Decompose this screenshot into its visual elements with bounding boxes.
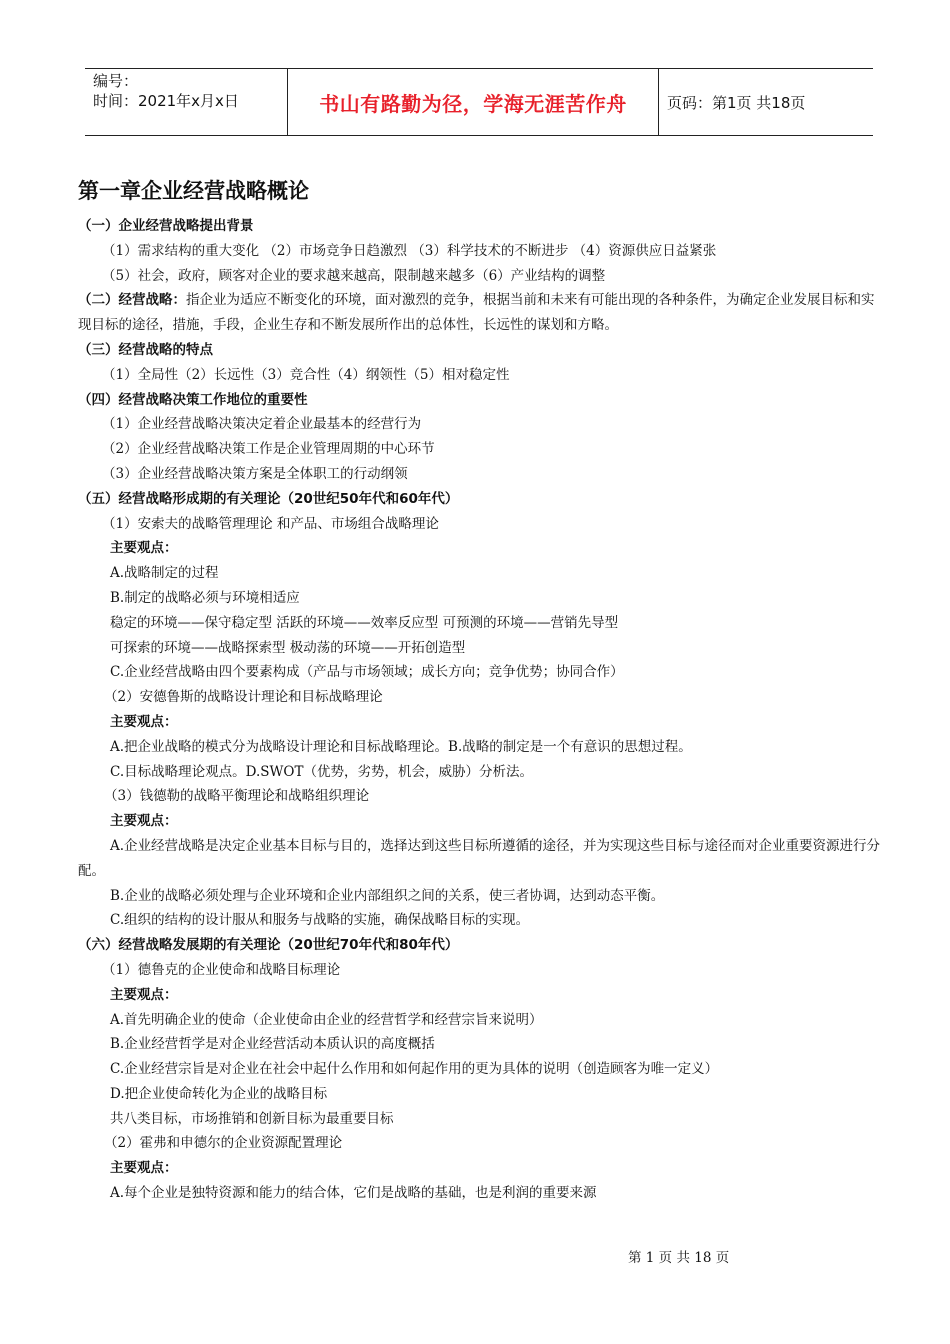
section-4-line-1: （1）企业经营战略决策决定着企业最基本的经营行为 — [102, 416, 422, 433]
section-4-heading: （四）经营战略决策工作地位的重要性 — [78, 391, 308, 408]
page-header — [85, 68, 873, 136]
section-4-line-3: （3）企业经营战略决策方案是全体职工的行动纲领 — [102, 465, 408, 482]
document-body — [78, 176, 886, 1206]
section-6-theory-1-view: 主要观点： — [110, 986, 178, 1003]
section-5-theory-1-view: 主要观点： — [110, 540, 178, 557]
section-5-theory-2-view: 主要观点： — [110, 713, 178, 730]
section-1-line-2: （5）社会，政府，顾客对企业的要求越来越高，限制越来越多（6）产业结构的调整 — [102, 267, 606, 284]
section-5-theory-3-view: 主要观点： — [110, 813, 178, 830]
section-5-theory-1-b2: 可探索的环境——战略探索型 极动荡的环境——开拓创造型 — [110, 639, 466, 656]
section-1-heading: （一）企业经营战略提出背景 — [78, 218, 254, 234]
section-5-theory-1-b1: 稳定的环境——保守稳定型 活跃的环境——效率反应型 可预测的环境——营销先导型 — [110, 614, 619, 631]
section-3-line-1: （1）全局性（2）长远性（3）竞合性（4）纲领性（5）相对稳定性 — [102, 366, 510, 383]
section-5-theory-3-c: C.组织的结构的设计服从和服务与战略的实施，确保战略目标的实现。 — [110, 912, 530, 929]
section-5-theory-1-c: C.企业经营战略由四个要素构成（产品与市场领域；成长方向；竞争优势；协同合作） — [110, 664, 624, 681]
header-motto-cell — [287, 69, 659, 135]
section-6-theory-1-d: D.把企业使命转化为企业的战略目标 — [110, 1085, 328, 1102]
section-5-theory-2-a: A.把企业战略的模式分为战略设计理论和目标战略理论。B.战略的制定是一个有意识的思想过程。 — [110, 738, 692, 755]
section-5-theory-1-a: A.战略制定的过程 — [110, 565, 219, 582]
section-1-line-1: （1）需求结构的重大变化 （2）市场竞争日趋激烈 （3）科学技术的不断进步 （4）资源供应日益紧张 — [102, 242, 717, 259]
section-5-heading: （五）经营战略形成期的有关理论（20世纪50年代和60年代） — [78, 490, 459, 507]
section-5-theory-3-b: B.企业的战略必须处理与企业环境和企业内部组织之间的关系，使三者协调，达到动态平衡。 — [110, 887, 665, 904]
time-label: 时间：2021年x月x日 — [93, 92, 239, 110]
section-5-theory-1-b: B.制定的战略必须与环境相适应 — [110, 589, 300, 606]
section-6-heading: （六）经营战略发展期的有关理论（20世纪70年代和80年代） — [78, 937, 459, 954]
section-2-heading: （二）经营战略： — [78, 292, 186, 309]
section-5-theory-2: （2）安德鲁斯的战略设计理论和目标战略理论 — [104, 689, 383, 706]
section-6-theory-2-view: 主要观点： — [110, 1160, 178, 1177]
section-6-theory-1-e: 共八类目标，市场推销和创新目标为最重要目标 — [110, 1110, 394, 1127]
section-6-theory-1: （1）德鲁克的企业使命和战略目标理论 — [102, 961, 341, 978]
header-page-info — [659, 69, 873, 135]
section-6-theory-2-a: A.每个企业是独特资源和能力的结合体，它们是战略的基础，也是利润的重要来源 — [110, 1185, 597, 1202]
header-left — [85, 69, 287, 135]
section-5-theory-2-c: C.目标战略理论观点。D.SWOT（优势，劣势，机会，威胁）分析法。 — [110, 763, 533, 780]
chapter-title: 第一章企业经营战略概论 — [78, 179, 309, 203]
section-5-theory-3: （3）钱德勒的战略平衡理论和战略组织理论 — [104, 788, 370, 805]
section-6-theory-2: （2）霍弗和申德尔的企业资源配置理论 — [104, 1135, 343, 1152]
section-2-paragraph — [78, 288, 886, 338]
motto: 书山有路勤为径，学海无涯苦作舟 — [319, 91, 627, 116]
section-5-theory-1: （1）安索夫的战略管理理论 和产品、市场组合战略理论 — [102, 515, 439, 532]
section-5-theory-3-a: A.企业经营战略是决定企业基本目标与目的，选择达到这些目标所遵循的途径，并为实现这些目标与途径而对企业重要资源进行分配。 — [78, 837, 881, 879]
page-footer: 第 1 页 共 18 页 — [628, 1250, 730, 1266]
section-4-line-2: （2）企业经营战略决策工作是企业管理周期的中心环节 — [102, 441, 435, 458]
section-3-heading: （三）经营战略的特点 — [78, 341, 213, 358]
section-2-text: 指企业为适应不断变化的环境，面对激烈的竞争，根据当前和未来有可能出现的各种条件，为确定企业发展目标和实现目标的途径，措施，手段，企业生存和不断发展所作出的总体性，长远性的谋划和方略。 — [78, 292, 875, 334]
section-6-theory-1-b: B.企业经营哲学是对企业经营活动本质认识的高度概括 — [110, 1036, 435, 1053]
section-6-theory-1-a: A.首先明确企业的使命（企业使命由企业的经营哲学和经营宗旨来说明） — [110, 1011, 543, 1028]
number-label: 编号： — [93, 72, 139, 90]
section-6-theory-1-c: C.企业经营宗旨是对企业在社会中起什么作用和如何起作用的更为具体的说明（创造顾客为唯一定义） — [110, 1061, 719, 1078]
page-info: 页码：第1页 共18页 — [667, 93, 806, 112]
